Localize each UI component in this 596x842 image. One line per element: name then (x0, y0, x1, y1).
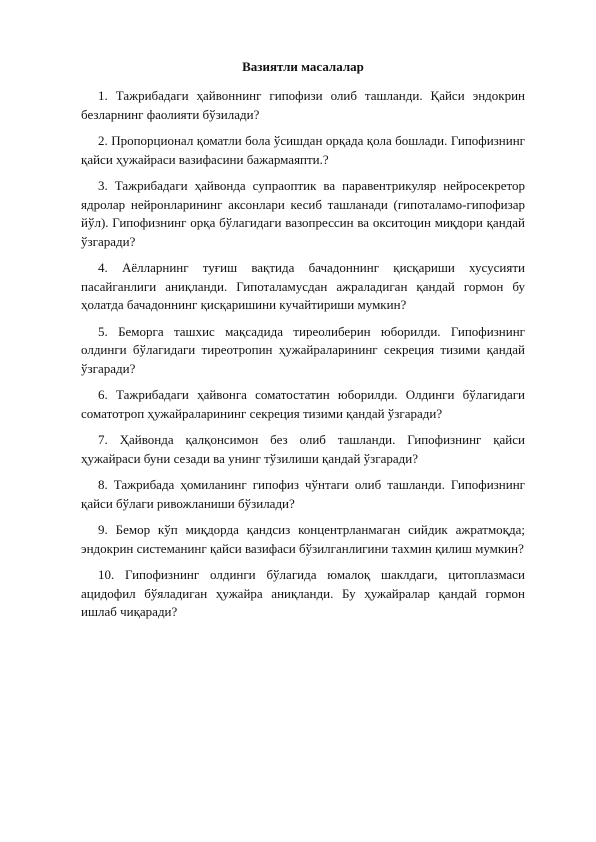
question-5: 5. Беморга ташхис мақсадида тиреолиберин юборилди. Гипофизнинг олдинги бўлагидаги тиреотропин ҳужайраларининг секреция тизими қандай ўзгаради? (81, 323, 525, 376)
question-8: 8. Тажрибада ҳомиланинг гипофиз чўнтаги олиб ташланди. Гипофизнинг қайси бўлаги ривожланиши бўзилади? (81, 477, 525, 511)
question-10: 10. Гипофизнинг олдинги бўлагида юмалоқ шаклдаги, цитоплазмаси ацидофил бўяладиган ҳужайра аниқланди. Бу ҳужайралар қандай гормон ишлаб чиқаради? (81, 567, 525, 619)
question-1: 1. Тажрибадаги ҳайвоннинг гипофизи олиб ташланди. Қайси эндокрин безларнинг фаолияти бўзилади? (81, 88, 525, 122)
question-6: 6. Тажрибадаги ҳайвонга соматостатин юборилди. Олдинги бўлагидаги соматотроп ҳужайраларининг секреция тизими қандай ўзгаради? (81, 387, 525, 421)
page-title: Вазиятли масалалар (242, 59, 364, 74)
question-3: 3. Тажрибадаги ҳайвонда супраоптик ва паравентрикуляр нейросекретор ядролар нейронларининг аксонлари кесиб ташланади (гипоталамо-гипофизар йўл). Гипофизнинг орқа бўлагидаги вазопрессин ва окситоцин миқдори қандай ўзгаради? (81, 178, 525, 249)
question-2: 2. Пропорционал қоматли бола ўсишдан орқада қола бошлади. Гипофизнинг қайси ҳужайраси вазифасини бажармаяпти.? (81, 133, 525, 167)
question-9: 9. Бемор кўп миқдорда қандсиз концентрланмаган сийдик ажратмоқда; эндокрин системанинг қайси вазифаси бўзилганлигини тахмин қилиш мумкин? (81, 522, 525, 556)
question-4: 4. Аёлларнинг туғиш вақтида бачадоннинг қисқариши хусусияти пасайганлиги аниқланди. Гипоталамусдан ажраладиган қандай гормон бу ҳолатда бачадоннинг қисқаришини кучайтириши мумкин? (81, 260, 525, 312)
document-page (81, 58, 525, 630)
question-7: 7. Ҳайвонда қалқонсимон без олиб ташланди. Гипофизнинг қайси ҳужайраси буни сезади ва унинг тўзилиши қандай ўзгаради? (81, 432, 525, 466)
